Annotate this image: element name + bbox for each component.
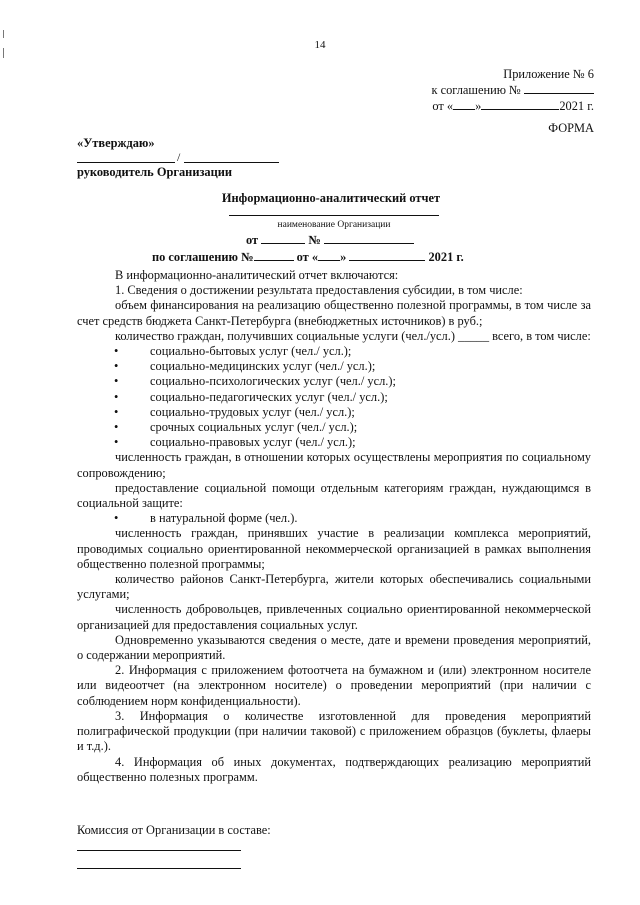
scan-margin-mark xyxy=(3,30,4,38)
body-item-3: 3. Информация о количестве изготовленной для проведения мероприятий полиграфической продукции (при наличии таковой) с приложением образцов (буклеты, флаеры и т.д.). xyxy=(77,708,591,754)
signature-line xyxy=(77,150,279,164)
blank-line xyxy=(324,232,414,244)
appendix-agreement-date: от « » 2021 г. xyxy=(432,99,594,113)
body-volunteers: численность добровольцев, привлеченных социально ориентированной некоммерческой организацией для предоставления социальных услуг. xyxy=(77,602,591,632)
blank-line xyxy=(524,82,594,94)
organization-name-line xyxy=(229,215,439,216)
agreement-reference-line: по соглашению № от « » 2021 г. xyxy=(152,250,464,264)
blank-line xyxy=(254,249,294,261)
body-item-1: 1. Сведения о достижении результата предоставления субсидии, в том числе: xyxy=(115,283,523,298)
body-districts: количество районов Санкт-Петербурга, жители которых обеспечивались социальными услугами; xyxy=(77,572,591,602)
list-item: • социально-бытовых услуг (чел./ усл.); xyxy=(77,344,591,359)
organization-name-caption: наименование Организации xyxy=(277,220,391,230)
commission-label: Комиссия от Организации в составе: xyxy=(77,823,271,837)
blank-line xyxy=(261,232,305,244)
appendix-block xyxy=(400,66,594,114)
list-item: • социально-правовых услуг (чел./ усл.); xyxy=(77,435,591,450)
list-item: • социально-медицинских услуг (чел./ усл.); xyxy=(77,359,591,374)
body-funding: объем финансирования на реализацию общественно полезной программы, в том числе за счет средств бюджета Санкт-Петербурга (внебюджетных источников) в руб.; xyxy=(77,298,591,328)
list-item: • социально-педагогических услуг (чел./ усл.); xyxy=(77,390,591,405)
report-title: Информационно-аналитический отчет xyxy=(221,191,441,205)
commission-signature-line xyxy=(77,850,241,851)
blank-line xyxy=(453,98,475,110)
body-item-2: 2. Информация с приложением фотоотчета на бумажном и (или) электронном носителе или видеоотчет (на электронном носителе) о проведении мероприятий (при наличии с соблюдением норм конфиденциальности). xyxy=(77,663,591,708)
list-item: • социально-психологических услуг (чел./ усл.); xyxy=(77,374,591,389)
appendix-title: Приложение № 6 xyxy=(503,67,594,81)
appendix-agreement-number: к соглашению № xyxy=(400,82,594,98)
approve-label: «Утверждаю» xyxy=(77,136,155,150)
report-body xyxy=(77,268,591,785)
body-intro: В информационно-аналитический отчет включаются: xyxy=(115,268,399,282)
page-number: 14 xyxy=(314,39,326,51)
commission-signature-line xyxy=(77,868,241,869)
list-item: • в натуральной форме (чел.). xyxy=(77,511,591,526)
report-date-number-line: от № xyxy=(246,232,414,248)
body-escort: численность граждан, в отношении которых осуществлены мероприятия по социальному сопровождению; xyxy=(77,450,591,480)
head-of-organization-label: руководитель Организации xyxy=(77,165,233,179)
list-item: • социально-трудовых услуг (чел./ усл.); xyxy=(77,405,591,420)
blank-line xyxy=(481,98,559,110)
body-item-4: 4. Информация об иных документах, подтверждающих реализацию мероприятий общественно полезных программ. xyxy=(77,754,591,784)
body-participants: численность граждан, принявших участие в реализации комплекса мероприятий, проводимых социально ориентированной некоммерческой организацией в рамках выполнения общественно полезной программы; xyxy=(77,526,591,571)
body-citizens-count: количество граждан, получивших социальные услуги (чел./усл.) _____ всего, в том числе: xyxy=(115,328,591,343)
blank-line xyxy=(318,249,340,261)
blank-line xyxy=(349,249,425,261)
list-item: • срочных социальных услуг (чел./ усл.); xyxy=(77,420,591,435)
body-assistance: предоставление социальной помощи отдельным категориям граждан, нуждающимся в социальной защите: xyxy=(77,480,591,511)
form-label: ФОРМА xyxy=(548,121,594,135)
signature-slash: / xyxy=(177,150,181,164)
body-simultaneously: Одновременно указываются сведения о месте, дате и времени проведения мероприятий, о содержании мероприятий. xyxy=(77,632,591,663)
